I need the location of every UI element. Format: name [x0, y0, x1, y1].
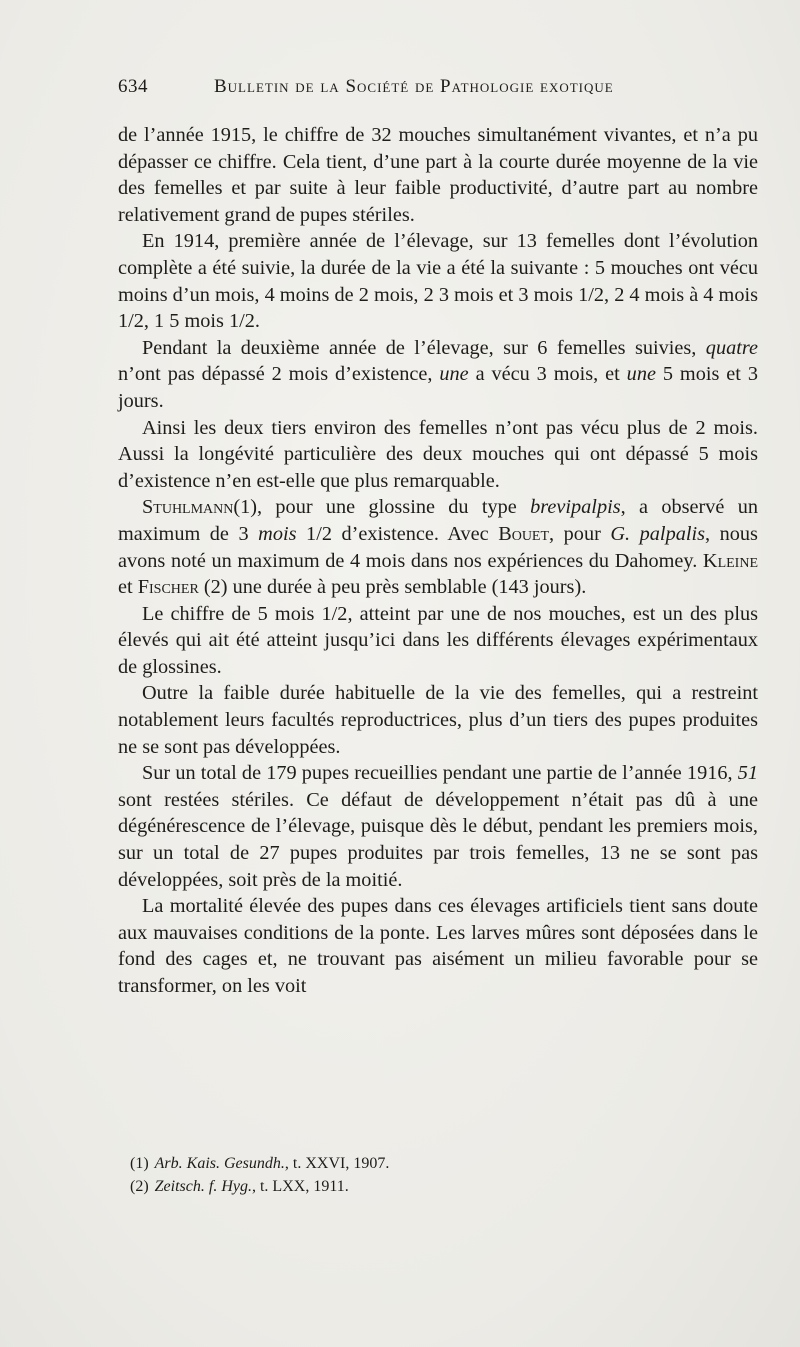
text-run: (2) une durée à peu près semblable (143 jours). [203, 576, 587, 599]
text-run: et [118, 576, 133, 599]
italic-run: G. palpalis [610, 522, 706, 545]
paragraph: La mortalité élevée des pupes dans ces élevages artificiels tient sans doute aux mauvaises conditions de la ponte. Les larves mûres sont déposées dans le fond des cages et, ne trouvant pas aisément un milieu favorable pour se transformer, on les voit [118, 895, 758, 997]
paragraph [118, 494, 758, 600]
text-run: sont restées stériles. Ce défaut de développement n’était pas dû à une dégénérescence de l’élevage, puisque dès le début, pendant les premiers mois, sur un total de 27 pupes produites par trois femelles, 13 ne se sont pas développées, soit près de la moitié. [118, 788, 758, 891]
text-run: Pendant la deuxième année de l’élevage, sur 6 femelles suivies, [142, 336, 697, 359]
running-title: Bulletin de la Société de Pathologie exotique [214, 76, 614, 97]
footnote-ref: (1) [130, 1155, 149, 1172]
footnotes [130, 1152, 730, 1198]
author-name: Bouet [498, 522, 550, 545]
footnote-ref: (2) [130, 1178, 149, 1195]
italic-run: quatre [705, 336, 758, 359]
text-run: Sur un total de 179 pupes recueillies pendant une partie de l’année 1916, [142, 762, 733, 785]
paragraph: Ainsi les deux tiers environ des femelles n’ont pas vécu plus de 2 mois. Aussi la longévité particulière des deux mouches qui ont dépassé 5 mois d’existence n’en est-elle que plus remarquable. [118, 416, 758, 492]
paragraph [118, 760, 758, 893]
author-name: Kleine [702, 549, 758, 572]
italic-run: 51 [737, 762, 758, 785]
footnote-details: , t. XXVI, 1907. [284, 1155, 390, 1172]
footnote [130, 1175, 730, 1198]
text-run: n’ont pas dépassé 2 mois d’existence, [118, 363, 433, 386]
body-text [118, 122, 758, 1000]
paragraph: de l’année 1915, le chiffre de 32 mouches simultanément vivantes, et n’a pu dépasser ce chiffre. Cela tient, d’une part à la courte durée moyenne de la vie des femelles et par suite à leur faible productivité, d’autre part au nombre relativement grand de pupes stériles. [118, 124, 758, 226]
footnote-source: Arb. Kais. Gesundh. [154, 1155, 285, 1172]
text-run: , a observé un maximum de 3 [118, 496, 758, 545]
text-run: (1), pour une glossine du type [233, 496, 517, 519]
footnote [130, 1152, 730, 1175]
italic-run: une [626, 363, 656, 386]
page-header [118, 74, 678, 104]
italic-run: brevipalpis [530, 496, 621, 519]
italic-run: une [439, 363, 469, 386]
author-name: Stuhlmann [142, 496, 234, 519]
paragraph: Outre la faible durée habituelle de la vie des femelles, qui a restreint notablement leurs facultés reproductrices, plus d’un tiers des pupes produites ne se sont pas développées. [118, 682, 758, 758]
paragraph [118, 335, 758, 415]
italic-run: mois [258, 522, 297, 545]
text-run: , pour [549, 522, 601, 545]
footnote-source: Zeitsch. f. Hyg. [154, 1178, 252, 1195]
paragraph: En 1914, première année de l’élevage, sur 13 femelles dont l’évolution complète a été suivie, la durée de la vie a été la suivante : 5 mouches ont vécu moins d’un mois, 4 moins de 2 mois, 2 3 mois et 3 mois 1/2, 2 4 mois à 4 mois 1/2, 1 5 mois 1/2. [118, 230, 758, 333]
paragraph: Le chiffre de 5 mois 1/2, atteint par une de nos mouches, est un des plus élevés qui ait été atteint jusqu’ici dans les différents élevages expérimentaux de glossines. [118, 602, 758, 678]
text-run: , nous avons noté un maximum de 4 mois dans nos expériences du Dahomey. [118, 522, 758, 572]
author-name: Fischer [137, 576, 199, 599]
text-run: 1/2 d’existence. Avec [306, 522, 489, 545]
footnote-details: , t. LXX, 1911. [251, 1178, 349, 1195]
text-run: 5 mois et 3 jours. [118, 363, 758, 412]
page-number: 634 [118, 76, 148, 97]
text-run: a vécu 3 mois, et [475, 363, 620, 386]
